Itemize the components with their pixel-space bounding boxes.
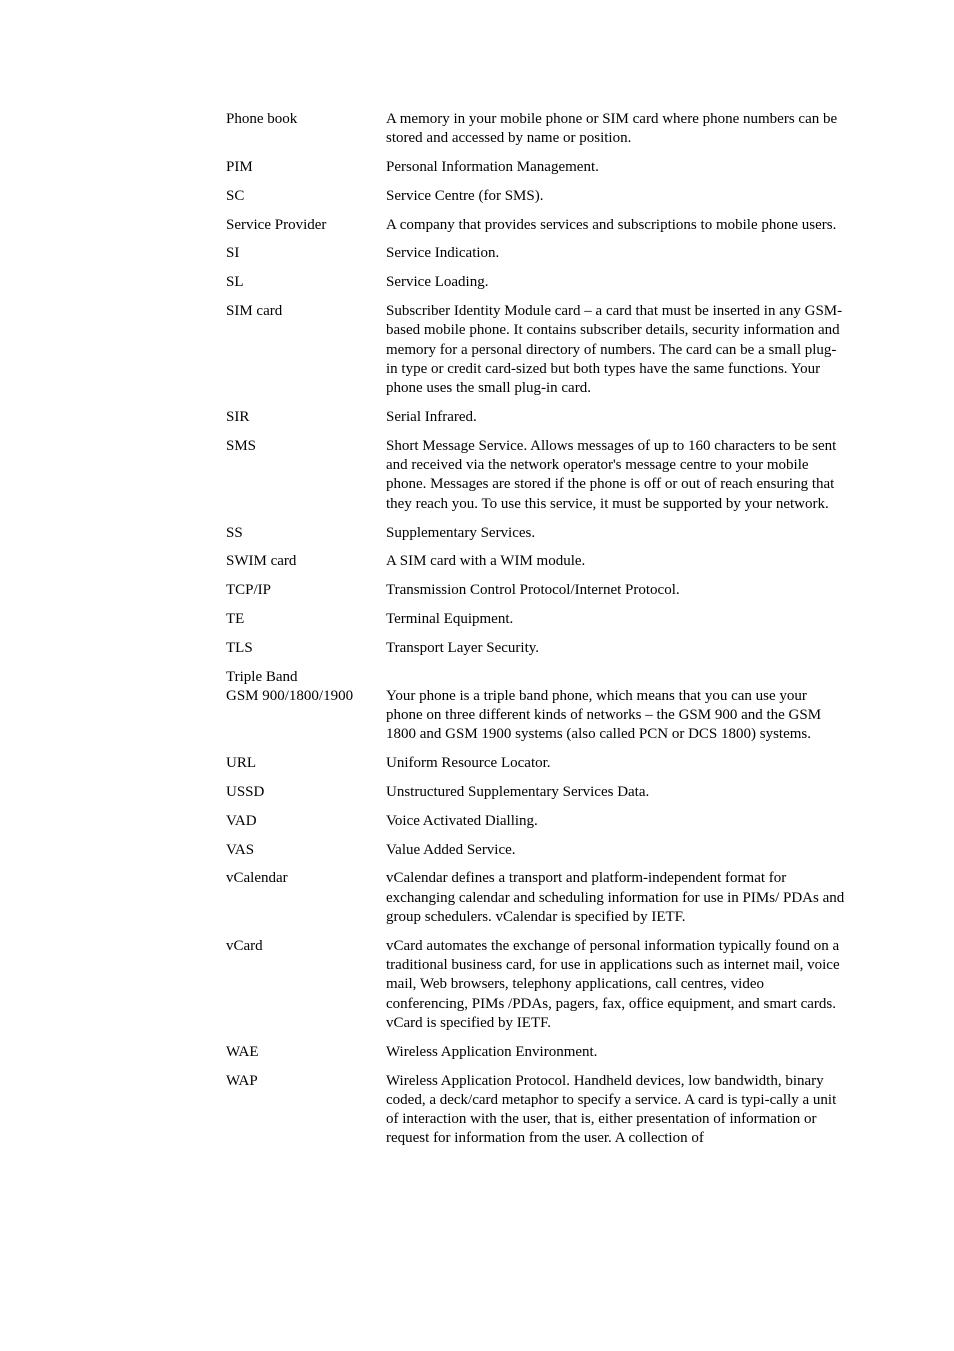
glossary-definition: Serial Infrared. bbox=[386, 409, 477, 426]
glossary-term: vCard bbox=[226, 937, 263, 954]
glossary-term: TCP/IP bbox=[226, 582, 272, 599]
glossary-term: Triple Band GSM 900/1800/1900 bbox=[226, 668, 354, 704]
glossary-definition: Subscriber Identity Module card – a card that must be inserted in any GSM-based mobile phone. It contains subscriber details, security information and memory for a personal directory of numbers. The card can be a small plug-in type or credit card-sized but both types have the same functions. Your phone uses the small plug-in card. bbox=[386, 303, 843, 397]
glossary-definition: Supplementary Services. bbox=[386, 524, 536, 541]
glossary-entry bbox=[226, 841, 846, 860]
glossary-entry bbox=[226, 783, 846, 802]
glossary-list bbox=[226, 110, 846, 1158]
glossary-term: VAS bbox=[226, 841, 255, 858]
glossary-entry bbox=[226, 302, 846, 398]
glossary-entry bbox=[226, 408, 846, 427]
glossary-term: SIM card bbox=[226, 303, 283, 320]
glossary-definition: Short Message Service. Allows messages of up to 160 characters to be sent and received via the network operator's message centre to your mobile phone. Messages are stored if the phone is off or out of reach ensuring that they reach you. To use this service, it must be supported by your network. bbox=[386, 437, 837, 512]
glossary-entry bbox=[226, 187, 846, 206]
glossary-entry bbox=[226, 216, 846, 235]
glossary-entry bbox=[226, 610, 846, 629]
glossary-definition: Personal Information Management. bbox=[386, 159, 599, 176]
glossary-definition: Your phone is a triple band phone, which means that you can use your phone on three different kinds of networks – the GSM 900 and the GSM 1800 and GSM 1900 systems (also called PCN or DCS 1800) systems. bbox=[386, 687, 822, 743]
glossary-entry bbox=[226, 158, 846, 177]
glossary-definition: Transmission Control Protocol/Internet Protocol. bbox=[386, 582, 680, 599]
glossary-definition: Voice Activated Dialling. bbox=[386, 812, 538, 829]
glossary-term: USSD bbox=[226, 784, 265, 801]
glossary-term: TLS bbox=[226, 639, 253, 656]
glossary-entry bbox=[226, 869, 846, 927]
glossary-entry bbox=[226, 754, 846, 773]
glossary-entry bbox=[226, 812, 846, 831]
glossary-term: URL bbox=[226, 755, 256, 772]
glossary-term: SIR bbox=[226, 409, 250, 426]
glossary-entry bbox=[226, 639, 846, 658]
glossary-entry bbox=[226, 273, 846, 292]
glossary-entry bbox=[226, 524, 846, 543]
glossary-definition: Service Centre (for SMS). bbox=[386, 187, 544, 204]
glossary-term: SL bbox=[226, 274, 244, 291]
glossary-term: SWIM card bbox=[226, 553, 297, 570]
glossary-definition: Uniform Resource Locator. bbox=[386, 755, 551, 772]
glossary-definition: Wireless Application Protocol. Handheld devices, low bandwidth, binary coded, a deck/card metaphor to specify a service. A card is typi-cally a unit of interaction with the user, that is, either presentation of information or request for information from the user. A collection of bbox=[386, 1072, 837, 1147]
glossary-term: WAP bbox=[226, 1072, 258, 1089]
glossary-definition: Terminal Equipment. bbox=[386, 610, 514, 627]
glossary-term: SC bbox=[226, 187, 245, 204]
glossary-entry bbox=[226, 581, 846, 600]
glossary-definition: Unstructured Supplementary Services Data. bbox=[386, 784, 650, 801]
glossary-definition: Value Added Service. bbox=[386, 841, 516, 858]
glossary-entry bbox=[226, 1043, 846, 1062]
glossary-entry bbox=[226, 110, 846, 149]
glossary-definition: Service Loading. bbox=[386, 274, 489, 291]
glossary-definition: Service Indication. bbox=[386, 245, 500, 262]
glossary-entry bbox=[226, 552, 846, 571]
glossary-definition: Transport Layer Security. bbox=[386, 639, 540, 656]
glossary-definition: A memory in your mobile phone or SIM card where phone numbers can be stored and accessed by name or position. bbox=[386, 111, 838, 147]
glossary-term: VAD bbox=[226, 812, 257, 829]
glossary-entry bbox=[226, 668, 846, 745]
glossary-definition: A SIM card with a WIM module. bbox=[386, 553, 586, 570]
glossary-definition: Wireless Application Environment. bbox=[386, 1043, 598, 1060]
glossary-definition: vCalendar defines a transport and platform-independent format for exchanging calendar and scheduling information for use in PIMs/ PDAs and group schedulers. vCalendar is specified by IETF. bbox=[386, 870, 845, 925]
glossary-term: SS bbox=[226, 524, 243, 541]
glossary-term: SI bbox=[226, 245, 240, 262]
glossary-definition: vCard automates the exchange of personal information typically found on a traditional business card, for use in applications such as internet mail, voice mail, Web browsers, telephony applications, call centres, video conferencing, PIMs /PDAs, pagers, fax, office equipment, and smart cards. vCard is specified by IETF. bbox=[386, 937, 840, 1031]
glossary-entry bbox=[226, 437, 846, 514]
glossary-entry bbox=[226, 1072, 846, 1149]
glossary-term: vCalendar bbox=[226, 870, 288, 887]
glossary-term: Phone book bbox=[226, 111, 298, 127]
glossary-definition: A company that provides services and subscriptions to mobile phone users. bbox=[386, 216, 837, 233]
glossary-term: SMS bbox=[226, 437, 257, 454]
glossary-term: PIM bbox=[226, 159, 253, 176]
glossary-entry bbox=[226, 937, 846, 1033]
glossary-term: Service Provider bbox=[226, 216, 327, 233]
glossary-term: WAE bbox=[226, 1043, 259, 1060]
glossary-term: TE bbox=[226, 610, 245, 627]
glossary-entry bbox=[226, 244, 846, 263]
